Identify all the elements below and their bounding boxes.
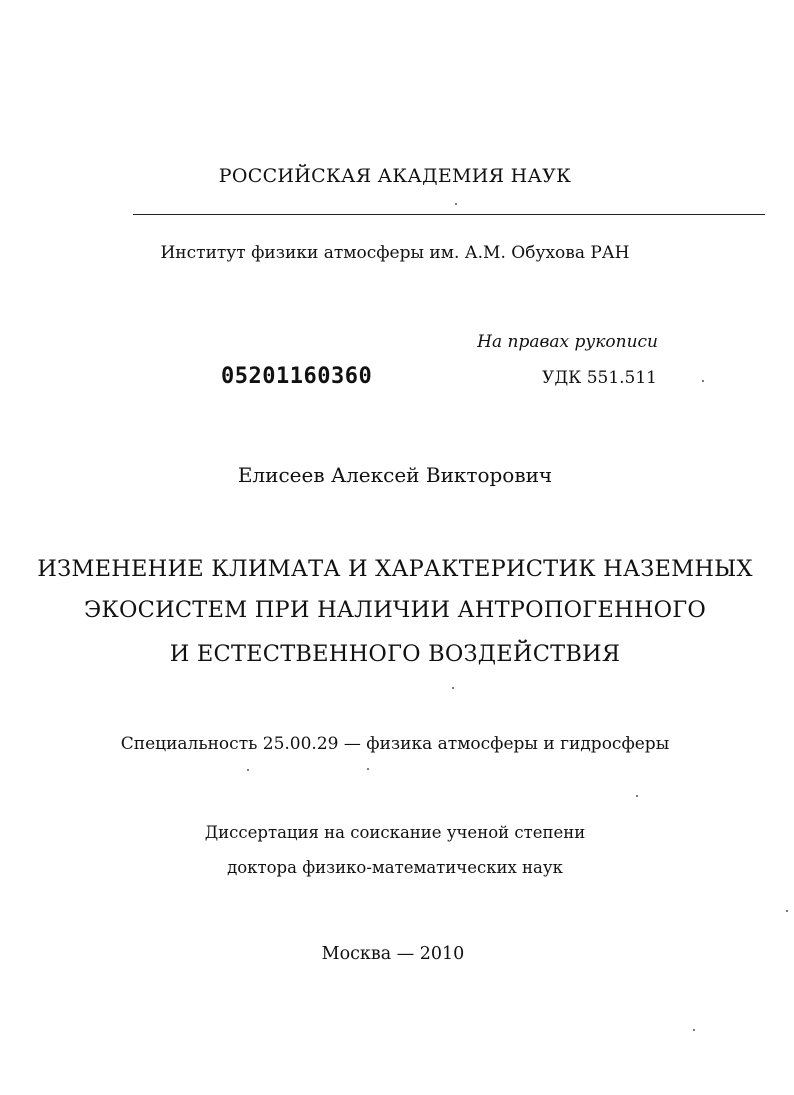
degree-line-1: Диссертация на соискание ученой степени bbox=[204, 823, 586, 842]
title-line-1: ИЗМЕНЕНИЕ КЛИМАТА И ХАРАКТЕРИСТИК НАЗЕМНЫХ bbox=[37, 556, 753, 582]
city-year: Москва — 2010 bbox=[321, 944, 465, 964]
specialty-line: Специальность 25.00.29 — физика атмосферы и гидросферы bbox=[120, 734, 670, 754]
degree-line-2: доктора физико-математических наук bbox=[227, 858, 563, 877]
author-name: Елисеев Алексей Викторович bbox=[237, 463, 553, 487]
scan-speck bbox=[693, 1029, 695, 1031]
title-line-2: ЭКОСИСТЕМ ПРИ НАЛИЧИИ АНТРОПОГЕННОГО bbox=[83, 597, 706, 623]
academy-name: РОССИЙСКАЯ АКАДЕМИЯ НАУК bbox=[218, 165, 572, 187]
institute-name: Институт физики атмосферы им. А.М. Обухова РАН bbox=[160, 243, 630, 263]
udc-code: УДК 551.511 bbox=[542, 368, 657, 388]
header-divider bbox=[133, 214, 765, 215]
manuscript-rights-note: На правах рукописи bbox=[477, 332, 658, 352]
scan-speck bbox=[247, 769, 249, 771]
scan-speck bbox=[702, 380, 704, 382]
scan-speck bbox=[786, 910, 788, 912]
scan-speck bbox=[367, 768, 369, 770]
title-line-3: И ЕСТЕСТВЕННОГО ВОЗДЕЙСТВИЯ bbox=[169, 641, 621, 667]
library-serial-number: 05201160360 bbox=[221, 364, 373, 389]
scan-speck bbox=[636, 795, 638, 797]
scan-speck bbox=[452, 687, 454, 689]
scan-speck bbox=[455, 203, 457, 205]
